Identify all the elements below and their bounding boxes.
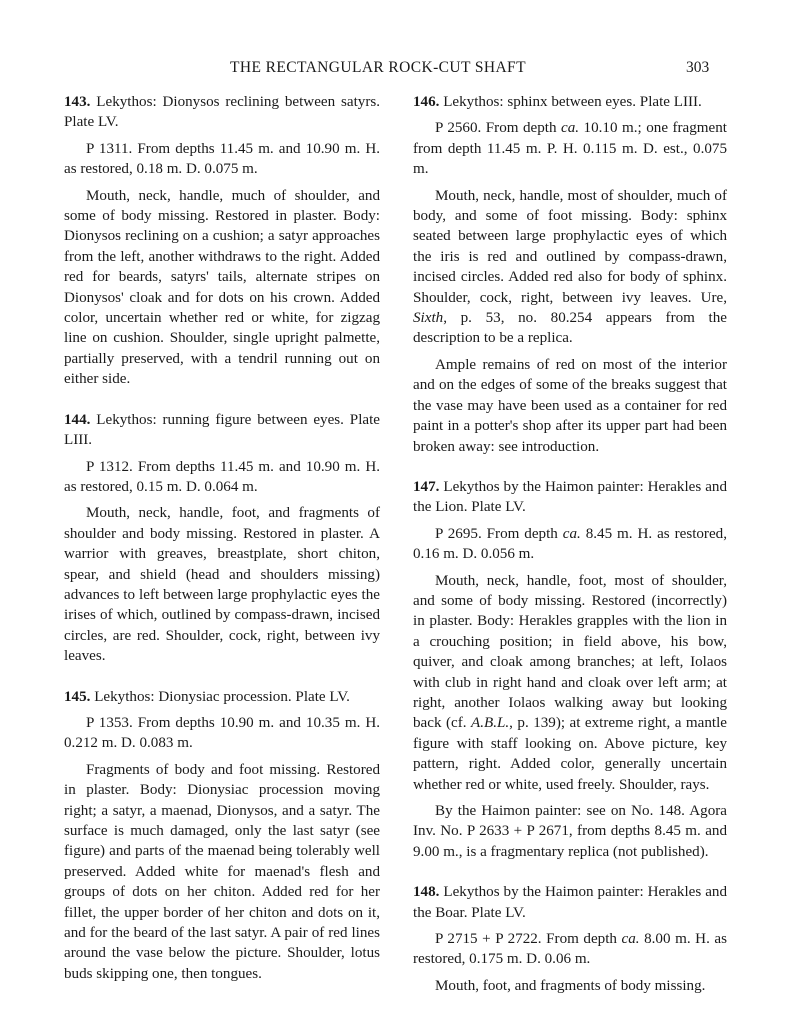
entry-heading: [413, 477, 727, 518]
description-text: , p. 53, no. 80.254 appears from the description to be a replica.: [413, 310, 727, 347]
entry-number: 148.: [413, 884, 440, 901]
catalogue-entry-144: [64, 410, 380, 667]
entry-description: Fragments of body and foot missing. Restored in plaster. Body: Dionysiac procession moving right; a satyr, a maenad, Dionysos, and a satyr. The surface is much damaged, only the last satyr (see figure) and parts of the maenad being tolerably well preserved. Added white for maenad's flesh and groups of dots on her chiton. Added red for her fillet, the upper border of her chiton and dots on it, and for the beard of the last satyr. A pair of red lines around the vase below the picture. Shoulder, lotus buds skipping one, then tongues.: [64, 761, 380, 982]
entry-number: 147.: [413, 478, 440, 495]
entry-inventory: P 1311. From depths 11.45 m. and 10.90 m. H. as restored, 0.18 m. D. 0.075 m.: [64, 140, 380, 178]
right-column: [413, 92, 727, 1016]
entry-heading: [413, 92, 727, 112]
description-text: , p. 139); at extreme right, a mantle figure with staff looking on. Above picture, key pattern, right. Added color, generally uncertain whether red or white, used freely. Shoulder, rays.: [413, 715, 727, 793]
catalogue-entry-146: [413, 92, 727, 457]
entry-description: [413, 571, 727, 795]
entry-heading: [64, 92, 380, 133]
entry-inventory: P 1353. From depths 10.90 m. and 10.35 m. H. 0.212 m. D. 0.083 m.: [64, 714, 380, 752]
catalogue-entry-148: [413, 882, 727, 996]
entry-title: Lekythos: running figure between eyes. Plate LIII.: [64, 411, 380, 449]
citation-title: A.B.L.: [470, 715, 510, 732]
catalogue-entry-147: [413, 477, 727, 862]
inventory-text: 8.45 m. H. as restored, 0.16 m. D. 0.056 m.: [413, 525, 727, 563]
citation-title: Sixth: [413, 310, 444, 327]
catalogue-entry-143: [64, 92, 380, 390]
entry-heading: [64, 687, 380, 707]
inventory-text: P 2715 + P 2722. From depth: [435, 931, 622, 948]
entry-number: 143.: [64, 94, 91, 110]
circa-abbrev: ca.: [561, 120, 580, 137]
running-head: THE RECTANGULAR ROCK-CUT SHAFT: [230, 59, 526, 76]
entry-title: Lekythos by the Haimon painter: Herakles and the Boar. Plate LV.: [413, 884, 727, 921]
entry-number: 146.: [413, 94, 440, 110]
inventory-text: 8.00 m. H. as restored, 0.175 m. D. 0.06 m.: [413, 931, 727, 968]
entry-description: [413, 186, 727, 349]
entry-heading: [64, 410, 380, 451]
entry-inventory: P 1312. From depths 11.45 m. and 10.90 m. H. as restored, 0.15 m. D. 0.064 m.: [64, 458, 380, 495]
catalogue-entry-145: [64, 687, 380, 985]
description-text: Mouth, neck, handle, most of shoulder, much of body, and some of foot missing. Body: sphinx seated between large prophylactic eyes of which the iris is red and outlined by compass-drawn, incised circles. Added red also for body of sphinx. Shoulder, cock, right, between ivy leaves. Ure,: [413, 187, 727, 306]
entry-inventory: [413, 524, 727, 565]
entry-description: Mouth, foot, and fragments of body missing.: [435, 977, 706, 994]
inventory-text: P 2695. From depth: [435, 525, 563, 542]
entry-note: By the Haimon painter: see on No. 148. Agora Inv. No. P 2633 + P 2671, from depths 8.45 m. and 9.00 m., is a fragmentary replica (not published).: [413, 803, 727, 860]
inventory-text: 10.10 m.; one fragment from depth 11.45 m. P. H. 0.115 m. D. est., 0.075 m.: [413, 120, 727, 178]
entry-title: Lekythos: sphinx between eyes. Plate LIII.: [443, 94, 702, 110]
entry-heading: [413, 882, 727, 923]
entry-title: Lekythos: Dionysiac procession. Plate LV.: [94, 688, 350, 705]
entry-number: 144.: [64, 411, 91, 428]
entry-note: Ample remains of red on most of the interior and on the edges of some of the breaks suggest that the vase may have been used as a container for red paint in a potter's shop after its upper part had been broken away: see introduction.: [413, 356, 727, 455]
circa-abbrev: ca.: [562, 525, 581, 542]
description-text: Mouth, neck, handle, foot, most of shoulder, and some of body missing. Restored (incorrectly) in plaster. Body: Herakles grapples with the lion in a crouching position; in field above, his bow, quiver, and cloak among branches; at left, Iolaos with club in right hand and cloak over left arm; at right, another Iolaos walking away but looking back (cf.: [413, 572, 727, 732]
entry-description: Mouth, neck, handle, foot, and fragments of shoulder and body missing. Restored in plaster. A warrior with greaves, breastplate, short chiton, spear, and shield (head and shoulders missing) advances to left between large prophylactic eyes the irises of which, outlined by compass-drawn, incised circles, are red. Shoulder, cock, right, between ivy leaves.: [64, 505, 380, 665]
entry-number: 145.: [64, 688, 91, 705]
entry-title: Lekythos by the Haimon painter: Herakles and the Lion. Plate LV.: [413, 478, 727, 516]
entry-title: Lekythos: Dionysos reclining between satyrs. Plate LV.: [64, 94, 380, 131]
entry-description: Mouth, neck, handle, much of shoulder, and some of body missing. Restored in plaster. Body: Dionysos reclining on a cushion; a satyr approaches from the left, another withdraws to the right. Added red for beards, satyrs' tails, alternate stripes on Dionysos' cloak and for dots on his crown. Added color, uncertain whether red or white, for zigzag line on cushion. Shoulder, single upright palmette, partially preserved, with a tendril running out on either side.: [64, 187, 380, 388]
entry-inventory: [413, 929, 727, 970]
inventory-text: P 2560. From depth: [435, 120, 562, 137]
entry-inventory: [413, 118, 727, 179]
circa-abbrev: ca.: [621, 931, 640, 948]
left-column: [64, 92, 380, 1004]
page-number: 303: [686, 59, 710, 76]
